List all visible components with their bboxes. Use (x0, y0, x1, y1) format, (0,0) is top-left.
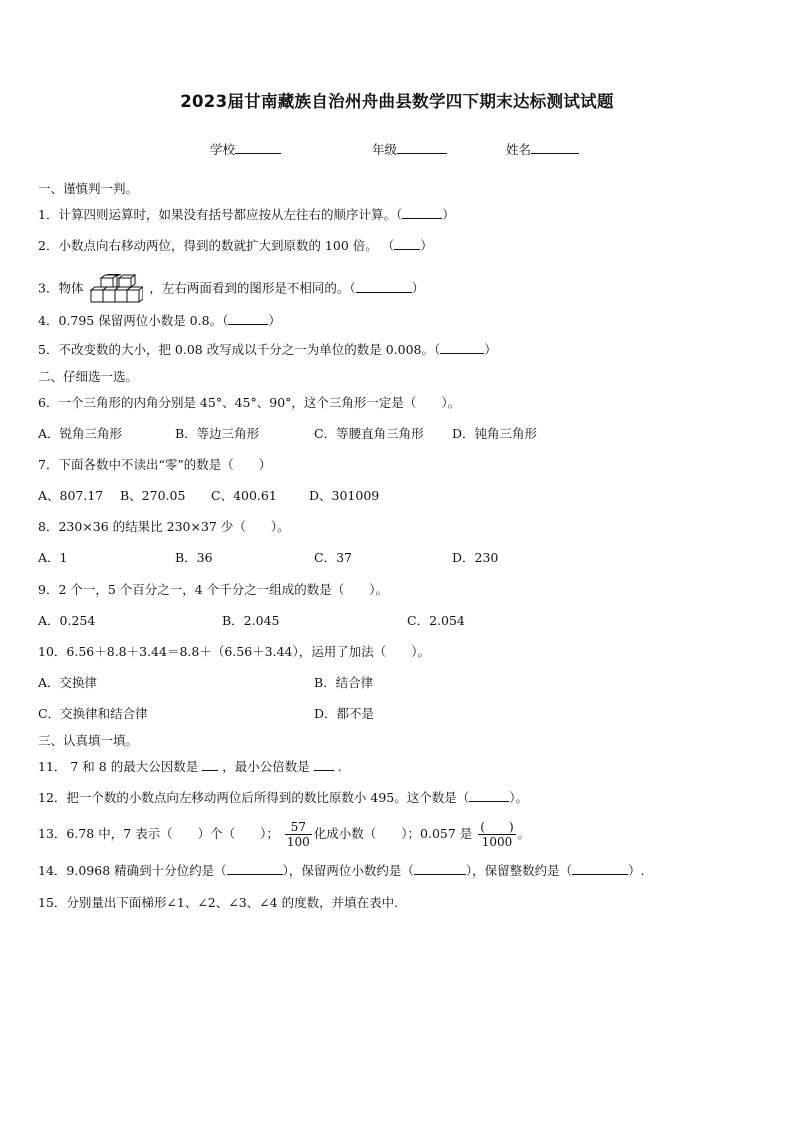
question-7: 7．下面各数中不读出“零”的数是（ ） (38, 457, 272, 472)
answer-blank-4[interactable] (228, 313, 268, 325)
answer-blank-3[interactable] (356, 281, 412, 293)
question-5-end: ） (484, 342, 497, 357)
fraction-blank-denominator: 1000 (481, 835, 513, 849)
q6-option-c[interactable]: C．等腰直角三角形 (314, 426, 424, 441)
question-3-end: ） (411, 280, 425, 296)
question-14-text-d: ）. (628, 863, 645, 878)
name-field (506, 140, 579, 158)
question-13-text-a: 13．6.78 中，7 表示（ ）个（ ）； (38, 826, 279, 841)
question-5 (38, 341, 497, 359)
fraction-blank-1000[interactable] (478, 820, 515, 849)
question-2 (38, 237, 433, 255)
q6-option-a[interactable]: A．锐角三角形 (38, 426, 123, 441)
section-heading-1: 一、谨慎判一判。 (38, 181, 139, 196)
answer-blank-12[interactable] (469, 790, 509, 802)
question-6: 6．一个三角形的内角分别是 45°、45°、90°，这个三角形一定是（ ）。 (38, 395, 461, 410)
fraction-57-100 (285, 820, 312, 849)
question-11 (38, 758, 342, 776)
question-15: 15．分别量出下面梯形∠1、∠2、∠3、∠4 的度数，并填在表中. (38, 895, 399, 910)
question-13 (38, 818, 530, 850)
question-1-text: 1．计算四则运算时，如果没有括号都应按从左往右的顺序计算。（ (38, 207, 403, 222)
q6-option-b[interactable]: B．等边三角形 (175, 426, 260, 441)
grade-field (372, 140, 447, 158)
question-3-post: ，左右两面看到的图形是不相同的。（ (149, 280, 356, 296)
q7-option-a[interactable]: A、807.17 (38, 488, 104, 503)
question-1-end: ） (442, 207, 455, 222)
fraction-numerator: 57 (290, 820, 306, 834)
answer-blank-11a[interactable] (202, 759, 218, 771)
q10-option-c[interactable]: C．交换律和结合律 (38, 706, 148, 721)
question-5-text: 5．不改变数的大小，把 0.08 改写成以千分之一为单位的数是 0.008。（ (38, 342, 441, 357)
answer-blank-14a[interactable] (227, 863, 283, 875)
q9-option-a[interactable]: A．0.254 (38, 613, 96, 628)
answer-blank-14c[interactable] (572, 863, 628, 875)
question-1 (38, 206, 455, 224)
fraction-blank-numerator[interactable]: ( ) (480, 820, 514, 834)
q10-option-a[interactable]: A．交换律 (38, 675, 98, 690)
q8-option-d[interactable]: D．230 (452, 550, 499, 565)
q8-option-b[interactable]: B．36 (175, 550, 213, 565)
question-13-text-b: 化成小数（ ）；0.057 是 (313, 826, 473, 841)
q6-option-d[interactable]: D．钝角三角形 (452, 426, 538, 441)
grade-blank[interactable] (397, 141, 447, 154)
school-blank[interactable] (235, 141, 281, 154)
answer-blank-14b[interactable] (414, 863, 466, 875)
q10-option-d[interactable]: D．都不是 (314, 706, 375, 721)
name-label: 姓名 (506, 142, 532, 157)
school-label: 学校 (210, 142, 236, 157)
question-3-pre: 3．物体 (38, 280, 84, 296)
question-10: 10．6.56＋8.8＋3.44＝8.8＋（6.56＋3.44），运用了加法（ ）。 (38, 644, 430, 659)
question-4 (38, 312, 281, 330)
q9-option-b[interactable]: B．2.045 (222, 613, 280, 628)
question-12 (38, 789, 528, 807)
q10-option-b[interactable]: B．结合律 (314, 675, 374, 690)
answer-blank-2[interactable] (394, 238, 420, 250)
question-11-text-a: 11． 7 和 8 的最大公因数是 (38, 759, 199, 774)
q8-option-a[interactable]: A．1 (38, 550, 68, 565)
question-13-text-c: 。 (517, 826, 531, 841)
section-heading-3: 三、认真填一填。 (38, 733, 139, 748)
question-14-text-b: ），保留两位小数约是（ (282, 863, 414, 878)
question-12-end: ）。 (509, 790, 529, 805)
question-3 (38, 274, 424, 304)
q7-option-c[interactable]: C、400.61 (211, 488, 277, 503)
question-9: 9．2 个一，5 个百分之一，4 个千分之一组成的数是（ ）。 (38, 582, 388, 597)
question-2-text: 2．小数点向右移动两位，得到的数就扩大到原数的 100 倍。 （ (38, 238, 395, 253)
question-2-end: ） (420, 238, 433, 253)
school-field (210, 140, 281, 158)
answer-blank-11b[interactable] (314, 759, 334, 771)
question-14-text-c: ），保留整数约是（ (465, 863, 573, 878)
question-11-text-c: . (337, 759, 342, 774)
q7-option-d[interactable]: D、301009 (309, 488, 380, 503)
page-title: 2023届甘南藏族自治州舟曲县数学四下期末达标测试试题 (180, 92, 614, 111)
answer-blank-1[interactable] (402, 207, 442, 219)
q8-option-c[interactable]: C．37 (314, 550, 352, 565)
section-heading-2: 二、仔细选一选。 (38, 369, 139, 384)
name-blank[interactable] (531, 141, 579, 154)
q7-option-b[interactable]: B、270.05 (120, 488, 186, 503)
question-14-text-a: 14．9.0968 精确到十分位约是（ (38, 863, 227, 878)
q9-option-c[interactable]: C．2.054 (407, 613, 465, 628)
question-4-end: ） (268, 313, 281, 328)
question-8: 8．230×36 的结果比 230×37 少（ ）。 (38, 519, 290, 534)
grade-label: 年级 (372, 142, 398, 157)
question-4-text: 4．0.795 保留两位小数是 0.8。（ (38, 313, 229, 328)
question-11-text-b: ，最小公倍数是 (222, 759, 310, 774)
question-14 (38, 862, 645, 880)
answer-blank-5[interactable] (440, 342, 484, 354)
question-12-text: 12．把一个数的小数点向左移动两位后所得到的数比原数小 495。这个数是（ (38, 790, 470, 805)
cube-stack-icon (89, 274, 143, 304)
fraction-denominator: 100 (286, 835, 310, 849)
